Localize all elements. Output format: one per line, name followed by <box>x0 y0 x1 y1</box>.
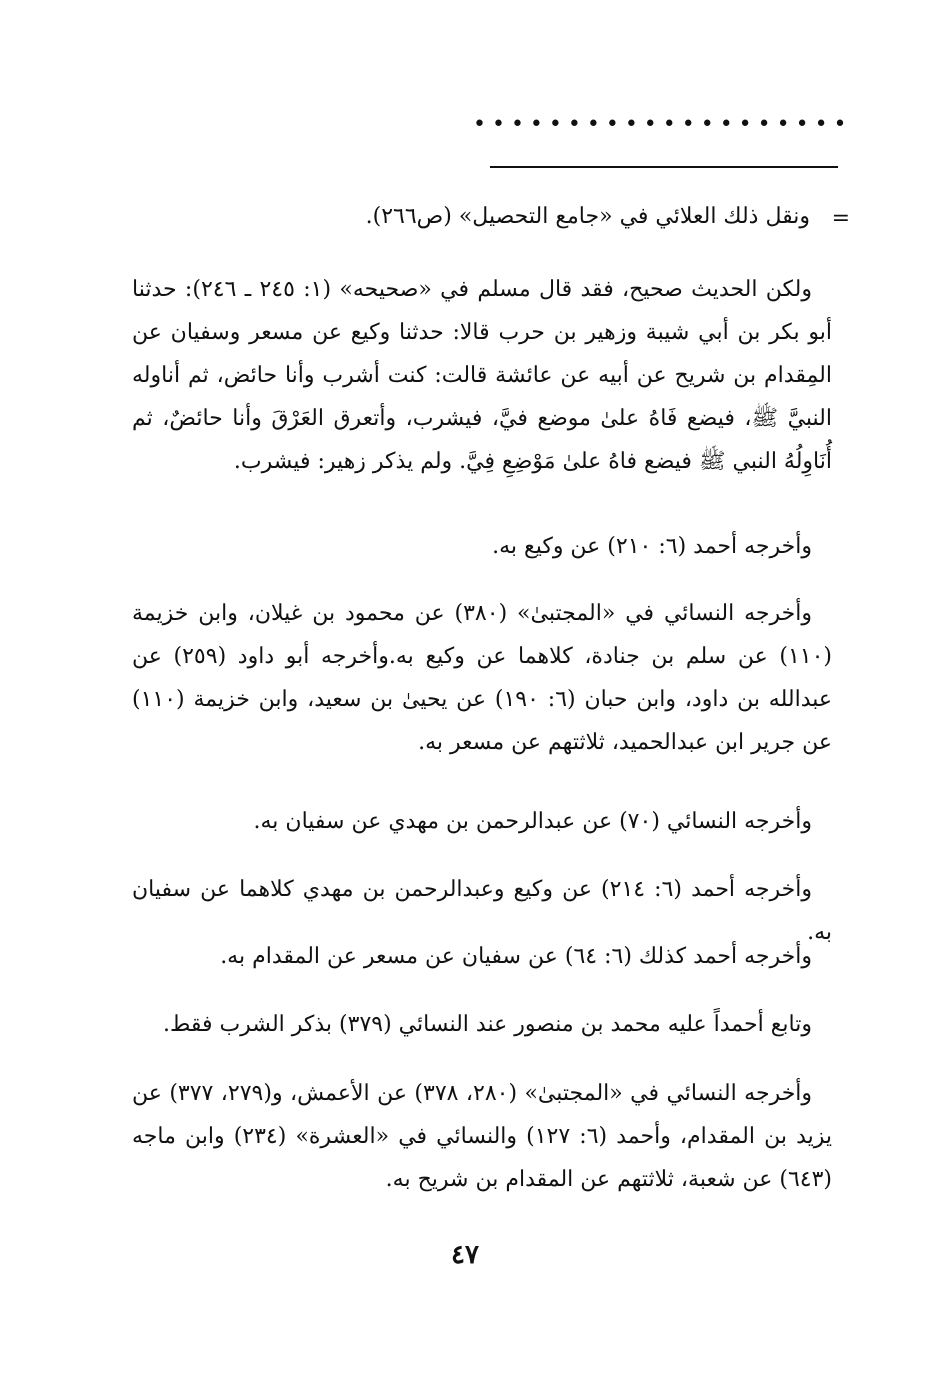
paragraph-ahmad-214: وأخرجه أحمد (٦: ٢١٤) عن وكيع وعبدالرحمن بن مهدي كلاهما عن سفيان به. <box>132 877 832 945</box>
paragraph-ahmad-64: وأخرجه أحمد كذلك (٦: ٦٤) عن سفيان عن مسعر عن المقدام به. <box>220 944 812 969</box>
paragraph-muslim: ولكن الحديث صحيح، فقد قال مسلم في «صحيحه» (١: ٢٤٥ ـ ٢٤٦): حدثنا أبو بكر بن أبي شيبة وزهير بن حرب قالا: حدثنا وكيع عن مسعر وسفيان عن المِقدام بن شريح عن أبيه عن عائشة قالت: كنت أشرب وأنا حائض، ثم أناوله النبيَّ ﷺ، فيضع فَاهُ علىٰ موضع فيَّ، فيشرب، وأتعرق العَرْقَ وأنا حائضٌ، ثم أُنَاوِلُهُ النبي ﷺ فيضع فاهُ علىٰ مَوْضِعِ فِيَّ. ولم يذكر زهير: فيشرب. <box>132 277 832 474</box>
paragraph-nasai-70: وأخرجه النسائي (٧٠) عن عبدالرحمن بن مهدي عن سفيان به. <box>253 809 812 834</box>
header-dots: •••••••••••••••••••• <box>473 112 853 137</box>
continuation-mark: = <box>831 206 850 231</box>
page-number: ٤٧ <box>451 1240 479 1270</box>
paragraph-mutabaa: وتابع أحمداً عليه محمد بن منصور عند النسائي (٣٧٩) بذكر الشرب فقط. <box>162 1012 812 1037</box>
paragraph-ahmad-waki: وأخرجه أحمد (٦: ٢١٠) عن وكيع به. <box>492 534 812 559</box>
continuation-text: ونقل ذلك العلائي في «جامع التحصيل» (ص٢٦٦). <box>365 204 810 229</box>
paragraph-nasai-mujtaba: وأخرجه النسائي في «المجتبىٰ» (٣٨٠) عن محمود بن غيلان، وابن خزيمة (١١٠) عن سلم بن جنادة، كلاهما عن وكيع به.وأخرجه أبو داود (٢٥٩) عن عبدالله بن داود، وابن حبان (٦: ١٩٠) عن يحيىٰ بن سعيد، وابن خزيمة (١١٠) عن جرير ابن عبدالحميد، ثلاثتهم عن مسعر به. <box>132 601 833 755</box>
paragraph-nasai-amash: وأخرجه النسائي في «المجتبىٰ» (٢٨٠، ٣٧٨) عن الأعمش، و(٢٧٩، ٣٧٧) عن يزيد بن المقدام، وأحمد (٦: ١٢٧) والنسائي في «العشرة» (٢٣٤) وابن ماجه (٦٤٣) عن شعبة، ثلاثتهم عن المقدام بن شريح به. <box>132 1081 833 1192</box>
footnote-separator-rule <box>490 166 838 168</box>
